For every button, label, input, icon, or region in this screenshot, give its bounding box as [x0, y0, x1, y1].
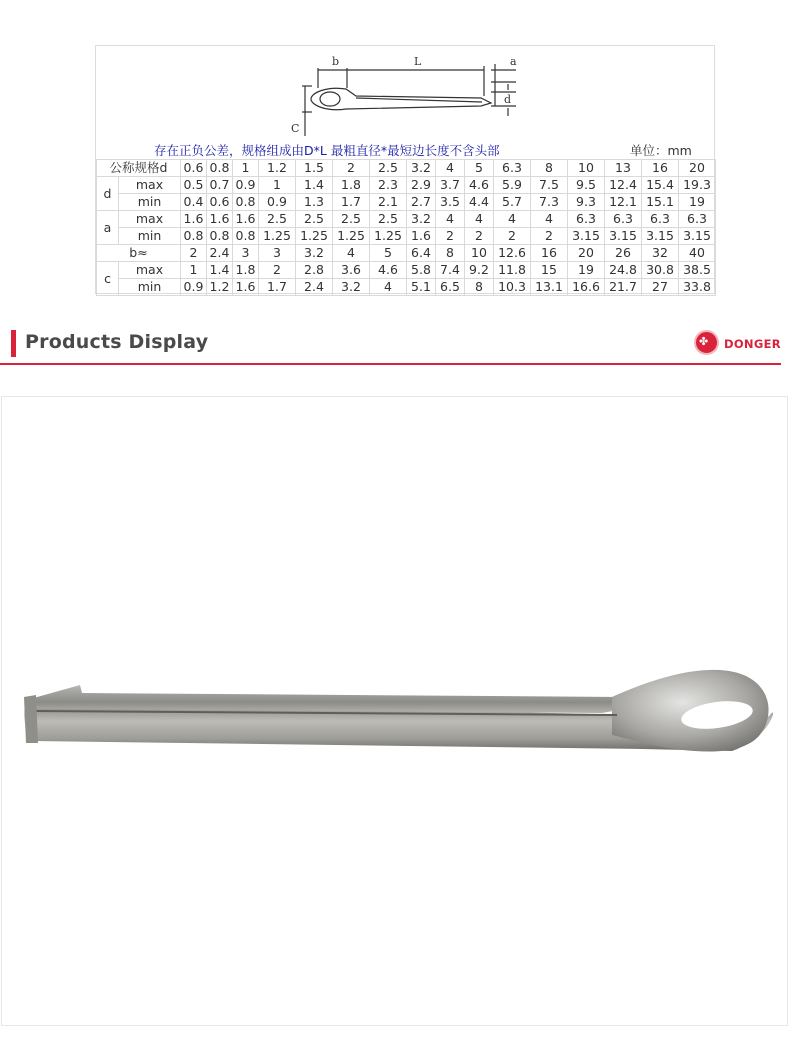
value-cell: 19.3: [679, 177, 716, 194]
spec-block: [95, 45, 715, 294]
row-label: max: [119, 262, 181, 279]
value-cell: 1.25: [370, 228, 407, 245]
value-cell: 6.3: [568, 211, 605, 228]
value-cell: 26: [605, 245, 642, 262]
nominal-size-cell: 4: [436, 160, 465, 177]
note-row: [96, 142, 714, 160]
value-cell: 8: [436, 245, 465, 262]
value-cell: 2: [181, 245, 207, 262]
value-cell: 5.9: [494, 177, 531, 194]
value-cell: 38.5: [679, 262, 716, 279]
value-cell: 4: [531, 211, 568, 228]
header-accent-bar: [11, 330, 16, 357]
section-header: [0, 325, 781, 367]
value-cell: 9.2: [465, 262, 494, 279]
cotter-pin-diagram: [96, 46, 714, 142]
value-cell: 3.15: [605, 228, 642, 245]
value-cell: 2.5: [296, 211, 333, 228]
nominal-size-cell: 2: [333, 160, 370, 177]
value-cell: 3.5: [436, 194, 465, 211]
table-row: [97, 279, 716, 296]
value-cell: 4: [370, 279, 407, 296]
value-cell: 12.1: [605, 194, 642, 211]
row-label: max: [119, 211, 181, 228]
spec-unit: 单位：mm: [630, 143, 692, 158]
value-cell: 6.3: [642, 211, 679, 228]
value-cell: 2.5: [259, 211, 296, 228]
table-row: [97, 177, 716, 194]
value-cell: 5.1: [407, 279, 436, 296]
value-cell: 2: [465, 228, 494, 245]
value-cell: 0.9: [233, 177, 259, 194]
table-row: [97, 194, 716, 211]
pin-upper-leg: [30, 677, 714, 713]
diagram-label-d: d: [504, 93, 512, 106]
value-cell: 1: [181, 262, 207, 279]
value-cell: 0.8: [233, 194, 259, 211]
table-row: [97, 228, 716, 245]
value-cell: 2: [259, 262, 296, 279]
value-cell: 0.8: [207, 228, 233, 245]
nominal-size-cell: 20: [679, 160, 716, 177]
value-cell: 3.2: [296, 245, 333, 262]
value-cell: 2.9: [407, 177, 436, 194]
value-cell: 3.7: [436, 177, 465, 194]
value-cell: 4: [465, 211, 494, 228]
group-label: c: [97, 262, 119, 296]
nominal-size-cell: 16: [642, 160, 679, 177]
value-cell: 0.4: [181, 194, 207, 211]
diagram-label-a: a: [510, 55, 517, 68]
value-cell: 13.1: [531, 279, 568, 296]
pin-diagram-split: [356, 98, 482, 102]
value-cell: 1.6: [207, 211, 233, 228]
diagram-label-L: L: [414, 55, 422, 68]
nominal-size-cell: 1.2: [259, 160, 296, 177]
value-cell: 6.3: [605, 211, 642, 228]
value-cell: 2.3: [370, 177, 407, 194]
value-cell: 15.1: [642, 194, 679, 211]
value-cell: 1.4: [296, 177, 333, 194]
value-cell: 4.6: [370, 262, 407, 279]
value-cell: 1.6: [233, 211, 259, 228]
value-cell: 10.3: [494, 279, 531, 296]
value-cell: 1.6: [233, 279, 259, 296]
value-cell: 0.9: [181, 279, 207, 296]
value-cell: 3.15: [568, 228, 605, 245]
value-cell: 12.4: [605, 177, 642, 194]
value-cell: 1.2: [207, 279, 233, 296]
value-cell: 40: [679, 245, 716, 262]
header-divider: [0, 363, 781, 365]
table-row: [97, 160, 716, 177]
value-cell: 2.4: [207, 245, 233, 262]
nominal-size-cell: 13: [605, 160, 642, 177]
value-cell: 1.4: [207, 262, 233, 279]
value-cell: 19: [679, 194, 716, 211]
nominal-size-cell: 1: [233, 160, 259, 177]
diagram-label-c: C: [291, 122, 300, 135]
product-photo-frame: [1, 396, 788, 1026]
value-cell: 1.6: [407, 228, 436, 245]
value-cell: 1.8: [333, 177, 370, 194]
group-label: d: [97, 177, 119, 211]
value-cell: 30.8: [642, 262, 679, 279]
value-cell: 16: [531, 245, 568, 262]
value-cell: 2.8: [296, 262, 333, 279]
nominal-size-cell: 10: [568, 160, 605, 177]
value-cell: 21.7: [605, 279, 642, 296]
value-cell: 32: [642, 245, 679, 262]
value-cell: 2.1: [370, 194, 407, 211]
value-cell: 3: [233, 245, 259, 262]
nominal-size-cell: 1.5: [296, 160, 333, 177]
nominal-size-cell: 0.6: [181, 160, 207, 177]
nominal-size-cell: 3.2: [407, 160, 436, 177]
value-cell: 3.2: [333, 279, 370, 296]
value-cell: 1.6: [181, 211, 207, 228]
value-cell: 3.15: [679, 228, 716, 245]
value-cell: 5.8: [407, 262, 436, 279]
value-cell: 0.8: [233, 228, 259, 245]
section-title: Products Display: [25, 331, 209, 353]
brand-logo: [694, 329, 784, 359]
value-cell: 7.4: [436, 262, 465, 279]
value-cell: 19: [568, 262, 605, 279]
value-cell: 1.8: [233, 262, 259, 279]
value-cell: 6.4: [407, 245, 436, 262]
value-cell: 4: [436, 211, 465, 228]
value-cell: 4: [333, 245, 370, 262]
row-label: min: [119, 279, 181, 296]
value-cell: 3: [259, 245, 296, 262]
value-cell: 7.5: [531, 177, 568, 194]
value-cell: 2: [436, 228, 465, 245]
value-cell: 5.7: [494, 194, 531, 211]
value-cell: 1.25: [296, 228, 333, 245]
value-cell: 9.3: [568, 194, 605, 211]
value-cell: 0.5: [181, 177, 207, 194]
value-cell: 1.25: [333, 228, 370, 245]
value-cell: 2: [531, 228, 568, 245]
value-cell: 2.4: [296, 279, 333, 296]
value-cell: 15.4: [642, 177, 679, 194]
value-cell: 4: [494, 211, 531, 228]
value-cell: 9.5: [568, 177, 605, 194]
value-cell: 1.7: [259, 279, 296, 296]
value-cell: 15: [531, 262, 568, 279]
value-cell: 0.7: [207, 177, 233, 194]
value-cell: 4.4: [465, 194, 494, 211]
cotter-pin-photo: [2, 397, 787, 1025]
value-cell: 1.7: [333, 194, 370, 211]
value-cell: 10: [465, 245, 494, 262]
spec-table: [96, 159, 716, 296]
pin-diagram-eye: [320, 92, 340, 106]
nominal-size-cell: 6.3: [494, 160, 531, 177]
table-row: [97, 211, 716, 228]
nominal-size-cell: 2.5: [370, 160, 407, 177]
table-row: [97, 262, 716, 279]
nominal-size-cell: 5: [465, 160, 494, 177]
value-cell: 6.3: [679, 211, 716, 228]
value-cell: 16.6: [568, 279, 605, 296]
value-cell: 2.7: [407, 194, 436, 211]
value-cell: 3.6: [333, 262, 370, 279]
value-cell: 11.8: [494, 262, 531, 279]
group-label: a: [97, 211, 119, 245]
value-cell: 33.8: [679, 279, 716, 296]
logo-text: DONGER: [724, 337, 781, 351]
value-cell: 0.9: [259, 194, 296, 211]
value-cell: 5: [370, 245, 407, 262]
value-cell: 1: [259, 177, 296, 194]
value-cell: 8: [465, 279, 494, 296]
value-cell: 1.25: [259, 228, 296, 245]
value-cell: 2: [494, 228, 531, 245]
diagram-label-b: b: [332, 55, 340, 68]
row-label: max: [119, 177, 181, 194]
value-cell: 4.6: [465, 177, 494, 194]
value-cell: 2.5: [333, 211, 370, 228]
nominal-size-label: 公称规格d: [97, 160, 181, 177]
value-cell: 12.6: [494, 245, 531, 262]
nominal-size-cell: 8: [531, 160, 568, 177]
group-label: b≈: [97, 245, 181, 262]
value-cell: 7.3: [531, 194, 568, 211]
spec-note: 存在正负公差，规格组成由D*L 最粗直径*最短边长度不含头部: [154, 143, 500, 158]
value-cell: 0.6: [207, 194, 233, 211]
table-row: [97, 245, 716, 262]
logo-emblem-icon: ✤: [694, 330, 719, 355]
value-cell: 27: [642, 279, 679, 296]
value-cell: 20: [568, 245, 605, 262]
nominal-size-cell: 0.8: [207, 160, 233, 177]
value-cell: 3.2: [407, 211, 436, 228]
value-cell: 2.5: [370, 211, 407, 228]
value-cell: 6.5: [436, 279, 465, 296]
value-cell: 0.8: [181, 228, 207, 245]
value-cell: 1.3: [296, 194, 333, 211]
value-cell: 3.15: [642, 228, 679, 245]
row-label: min: [119, 194, 181, 211]
value-cell: 24.8: [605, 262, 642, 279]
row-label: min: [119, 228, 181, 245]
